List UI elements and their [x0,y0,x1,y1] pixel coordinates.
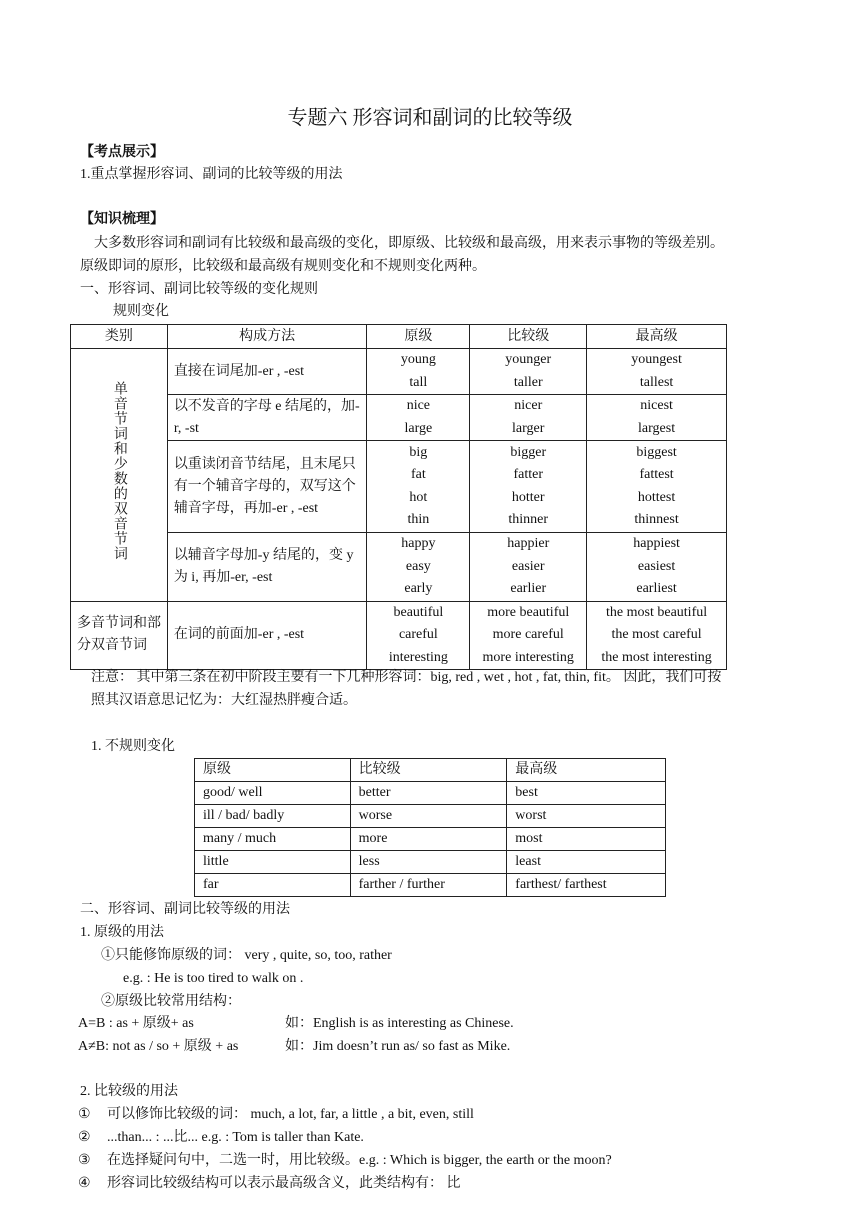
positive-usage-title: 1. 原级的用法 [80,925,164,940]
structure-unequal-example: 如：Jim doesn’t run as/ so fast as Mike. [285,1039,511,1054]
base-cell: young tall [367,349,470,395]
superlative-cell: youngest tallest [587,349,727,395]
choice-question-usage: 在选择疑问句中，二选一时，用比较级。e.g. : Which is bigger, the earth or the moon? [107,1153,612,1168]
method-cell: 在词的前面加-er , -est [167,601,367,670]
method-cell: 直接在词尾加-er , -est [167,349,367,395]
positive-example: e.g. : He is too tired to walk on . [123,971,304,986]
positive-structures: ②原级比较常用结构： [101,994,241,1009]
positive-modifiers: ①只能修饰原级的词： very , quite, so, too, rather [101,948,392,963]
structure-equal-example: 如：English is as interesting as Chinese. [285,1016,514,1031]
irr-header-superlative: 最高级 [507,759,666,782]
note-line1: 注意： 其中第三条在初中阶段主要有一下几种形容词：big, red , wet , hot , fat, thin, fit。 因此，我们可按 [91,670,722,685]
superlative-cell: nicest largest [587,395,727,441]
exam-heading: 【考点展示】 [80,145,164,160]
regular-change-title: 规则变化 [113,304,169,319]
part2-title: 二、形容词、副词比较等级的用法 [80,902,290,917]
base-cell: beautiful careful interesting [367,601,470,670]
comparative-cell: younger taller [470,349,587,395]
page-title: 专题六 形容词和副词的比较等级 [287,107,573,129]
table-row [71,349,727,395]
irregular-change-table [194,758,666,897]
comparative-modifiers: 可以修饰比较级的词： much, a lot, far, a little , a bit, even, still [107,1107,474,1122]
intro-paragraph-line2: 原级即词的原形，比较级和最高级有规则变化和不规则变化两种。 [80,259,486,274]
irr-header-comparative: 比较级 [350,759,507,782]
comparative-cell: bigger fatter hotter thinner [470,441,587,533]
header-superlative: 最高级 [587,325,727,349]
table-row [71,533,727,602]
list-number: ① [78,1107,91,1122]
part1-title: 一、形容词、副词比较等级的变化规则 [80,282,318,297]
superlative-cell: biggest fattest hottest thinnest [587,441,727,533]
table-row: good/ well better best [195,782,666,805]
exam-item: 1.重点掌握形容词、副词的比较等级的用法 [80,167,343,182]
header-base: 原级 [367,325,470,349]
list-number: ③ [78,1153,91,1168]
method-cell: 以重读闭音节结尾，且末尾只有一个辅音字母的，双写这个辅音字母，再加-er , -est [167,441,367,533]
knowledge-heading: 【知识梳理】 [80,212,164,227]
list-number: ④ [78,1176,91,1191]
base-cell: big fat hot thin [367,441,470,533]
base-cell: happy easy early [367,533,470,602]
than-structure: ...than... : ...比... e.g. : Tom is taller than Kate. [107,1130,364,1145]
base-cell: nice large [367,395,470,441]
category-label: 单音节词和少数的双音节词 [111,380,127,561]
structure-equal: A=B : as + 原级+ as [78,1016,194,1031]
method-cell: 以不发音的字母 e 结尾的，加-r, -st [167,395,367,441]
header-method: 构成方法 [167,325,367,349]
irregular-title: 1. 不规则变化 [91,739,175,754]
table-row [71,601,727,670]
note-line2: 照其汉语意思记忆为：大红湿热胖瘦合适。 [91,693,357,708]
comparative-usage-title: 2. 比较级的用法 [80,1084,178,1099]
header-category: 类别 [71,325,168,349]
comparative-cell: nicer larger [470,395,587,441]
table-row: ill / bad/ badly worse worst [195,805,666,828]
table-row [71,395,727,441]
table-row: far farther / further farthest/ farthest [195,874,666,897]
regular-change-table [70,324,727,670]
table-row: little less least [195,851,666,874]
comparative-cell: more beautiful more careful more interesting [470,601,587,670]
table-row [71,441,727,533]
comparative-superlative-meaning: 形容词比较级结构可以表示最高级含义，此类结构有： 比 [107,1176,461,1191]
irr-header-base: 原级 [195,759,351,782]
list-number: ② [78,1130,91,1145]
superlative-cell: the most beautiful the most careful the most interesting [587,601,727,670]
superlative-cell: happiest easiest earliest [587,533,727,602]
header-comparative: 比较级 [470,325,587,349]
structure-unequal: A≠B: not as / so + 原级 + as [78,1039,239,1054]
method-cell: 以辅音字母加-y 结尾的，变 y 为 i, 再加-er, -est [167,533,367,602]
table-row: many / much more most [195,828,666,851]
comparative-cell: happier easier earlier [470,533,587,602]
category-monosyllabic [71,349,168,602]
category-polysyllabic: 多音节词和部分双音节词 [71,601,168,670]
intro-paragraph-line1: 大多数形容词和副词有比较级和最高级的变化，即原级、比较级和最高级，用来表示事物的等级差别。 [94,236,724,251]
